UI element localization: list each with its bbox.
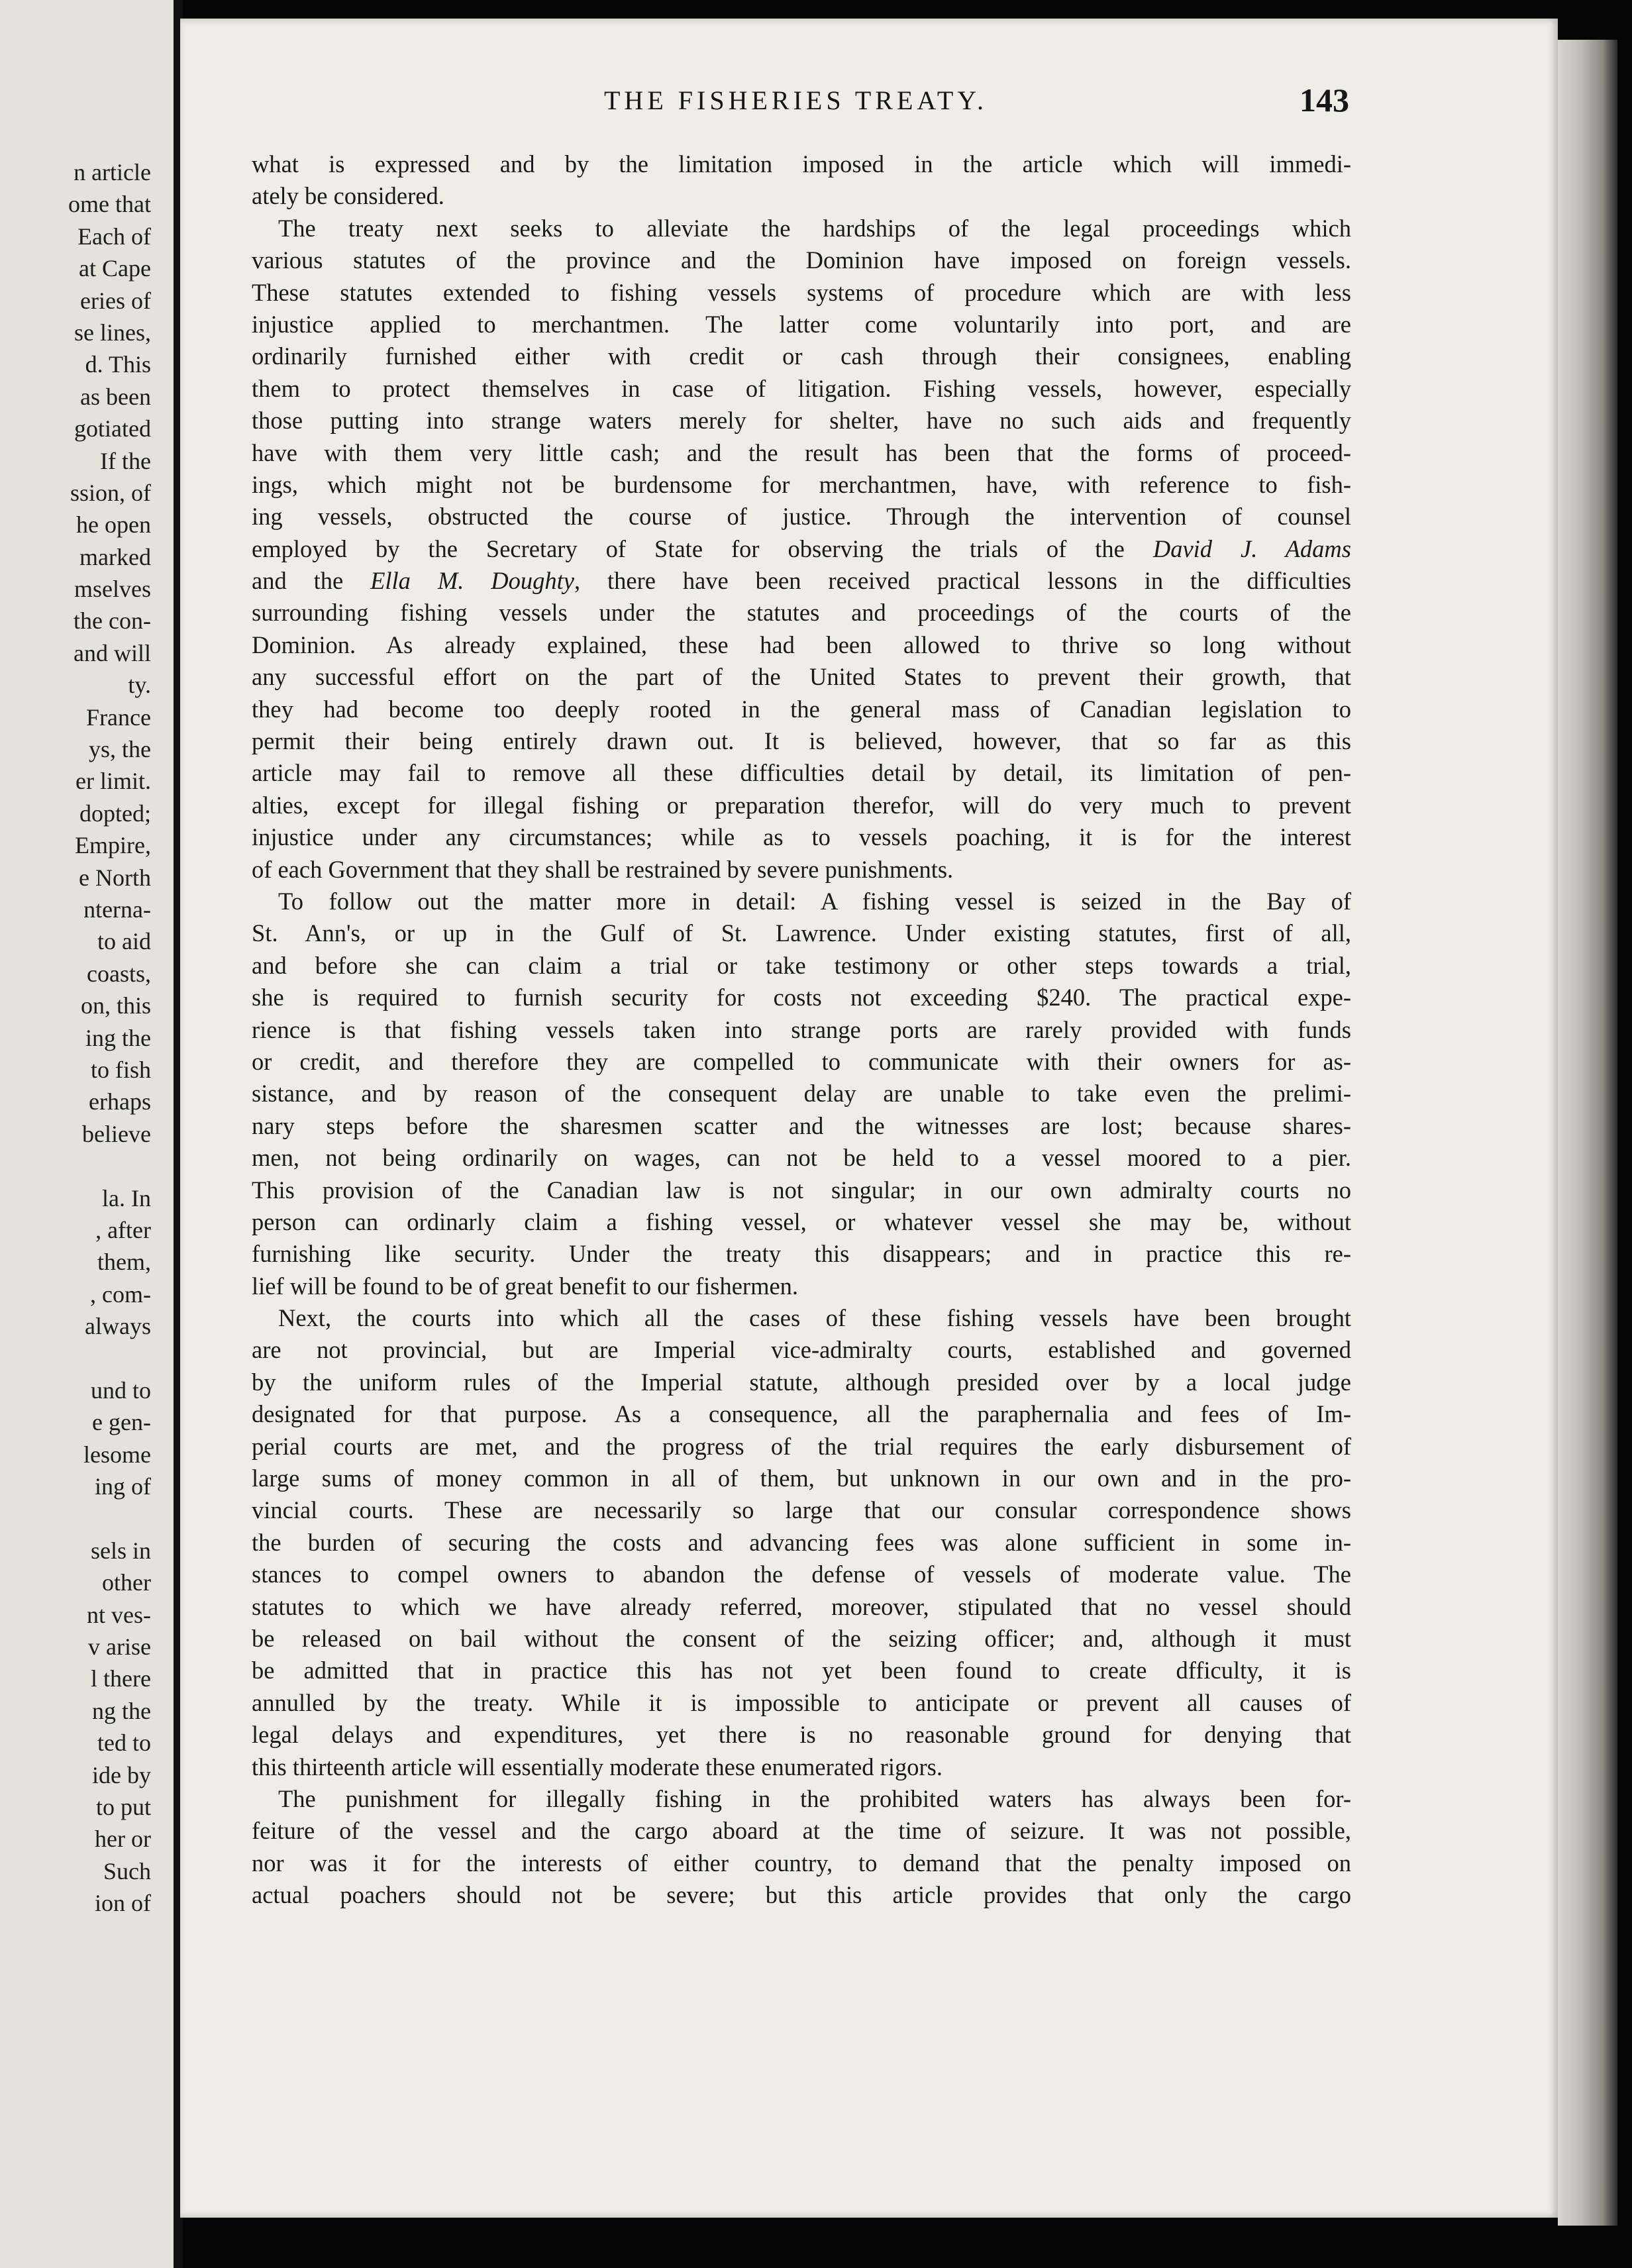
previous-page-line: ion of [95,1890,151,1917]
previous-page-line: eries of [80,287,151,314]
text-line: she is required to furnish security for costs not exceeding $240. The practical expe- [252,984,1351,1011]
text-line: perial courts are met, and the progress of the trial requires the early disbursement of [252,1432,1351,1460]
text-line: what is expressed and by the limitation imposed in the article which will immedi- [252,150,1351,178]
previous-page-line: and will [74,639,151,666]
text-line: vincial courts. These are necessarily so large that our consular correspondence shows [252,1496,1351,1524]
text-line: injustice under any circumstances; while as to vessels poaching, it is for the interest [252,823,1351,851]
previous-page-line: l there [91,1665,151,1692]
previous-page-line: v arise [88,1633,151,1660]
text-line: These statutes extended to fishing vessels systems of procedure which are with less [252,278,1351,306]
text-line: any successful effort on the part of the United States to prevent their growth, that [252,663,1351,691]
previous-page-line [0,1502,151,1534]
previous-page-line: Each of [77,223,151,250]
previous-page-line [0,1342,151,1374]
text-line: them to protect themselves in case of litigation. Fishing vessels, however, especially [252,374,1351,402]
text-line: by the uniform rules of the Imperial statute, although presided over by a local judge [252,1368,1351,1396]
text-line: actual poachers should not be severe; but this article provides that only the cargo [252,1881,1351,1909]
page-number: 143 [1300,81,1349,119]
text-line: employed by the Secretary of State for observing the trials of the David J. Adams [252,535,1351,562]
previous-page-line: always [85,1313,151,1340]
previous-page-line: ssion, of [70,479,151,506]
text-line: men, not being ordinarily on wages, can not be held to a vessel moored to a pier. [252,1144,1351,1172]
previous-page-line: believe [82,1120,151,1147]
previous-page-line: ty. [128,672,151,699]
text-line: furnishing like security. Under the treaty this disappears; and in practice this re- [252,1240,1351,1268]
text-line: alties, except for illegal fishing or preparation therefor, will do very much to prevent [252,791,1351,819]
previous-page-line: Empire, [75,832,151,859]
previous-page-line: ome that [68,191,151,218]
previous-page-line: them, [97,1249,151,1276]
text-line: be admitted that in practice this has not yet been found to create dfficulty, it is [252,1657,1351,1684]
text-line: nary steps before the sharesmen scatter and the witnesses are lost; because shares- [252,1111,1351,1139]
previous-page-fragment [0,0,183,2268]
text-line: Next, the courts into which all the cases of these fishing vessels have been brought [278,1304,1351,1332]
previous-page-line: ys, the [89,736,151,763]
previous-page-line: e North [79,864,151,891]
running-head [180,81,1359,125]
text-line: feiture of the vessel and the cargo aboard at the time of seizure. It was not possible, [252,1817,1351,1845]
previous-page-line: Such [103,1857,151,1884]
previous-page-line: ng the [92,1697,151,1724]
text-line: The punishment for illegally fishing in the prohibited waters has always been for- [278,1784,1351,1812]
text-line: injustice applied to merchantmen. The latter come voluntarily into port, and are [252,310,1351,338]
text-line: this thirteenth article will essentially moderate these enumerated rigors. [252,1753,943,1780]
previous-page-line: on, this [80,992,151,1019]
previous-page-line: coasts, [87,960,151,987]
previous-page-line: erhaps [89,1088,151,1115]
previous-page-line: d. This [85,351,151,378]
text-line: legal delays and expenditures, yet there is no reasonable ground for denying that [252,1721,1351,1749]
text-line: large sums of money common in all of them, but unknown in our own and in the pro- [252,1465,1351,1492]
text-line: and the Ella M. Doughty, there have been received practical lessons in the difficulties [252,567,1352,595]
previous-page-line: dopted; [79,799,151,827]
previous-page-line [0,1150,151,1182]
page-stack-edge [1558,40,1617,2226]
previous-page-line: sels in [90,1537,151,1564]
previous-page-line: mselves [74,576,151,603]
previous-page-line: her or [95,1826,151,1853]
previous-page-line: , after [95,1216,151,1243]
text-line: and before she can claim a trial or take testimony or other steps towards a trial, [252,951,1351,979]
text-line: ordinarily furnished either with credit or cash through their consignees, enabling [252,342,1351,370]
text-line: permit their being entirely drawn out. It is believed, however, that so far as this [252,727,1351,755]
previous-page-line: to aid [97,928,151,955]
text-line: ings, which might not be burdensome for merchantmen, have, with reference to fish- [252,470,1351,498]
previous-page-line: e gen- [92,1409,151,1436]
previous-page-line: marked [79,543,151,570]
previous-page-line: und to [90,1376,151,1404]
text-line: are not provincial, but are Imperial vice-admiralty courts, established and governed [252,1336,1351,1364]
text-line: The treaty next seeks to alleviate the hardships of the legal proceedings which [278,214,1351,242]
previous-page-line: ide by [92,1761,151,1788]
text-line: of each Government that they shall be restrained by severe punishments. [252,855,954,883]
previous-page-line: la. In [102,1184,151,1211]
previous-page-line: as been [80,383,151,410]
previous-page-line: other [102,1569,151,1596]
text-line: article may fail to remove all these difficulties detail by detail, its limitation of pen- [252,759,1351,787]
previous-page-line: er limit. [76,768,151,795]
text-line: they had become too deeply rooted in the general mass of Canadian legislation to [252,695,1351,723]
text-line: sistance, and by reason of the consequent delay are unable to take even the prelimi- [252,1080,1351,1108]
previous-page-line: lesome [83,1441,151,1468]
text-line: To follow out the matter more in detail: A fishing vessel is seized in the Bay of [278,887,1351,915]
text-line: be released on bail without the consent of the seizing officer; and, although it must [252,1624,1351,1652]
text-line: St. Ann's, or up in the Gulf of St. Lawrence. Under existing statutes, first of all, [252,919,1351,947]
text-line: various statutes of the province and the Dominion have imposed on foreign vessels. [252,246,1351,274]
text-line: ately be considered. [252,182,444,210]
text-line: This provision of the Canadian law is not singular; in our own admiralty courts no [252,1176,1351,1204]
text-line: Dominion. As already explained, these had been allowed to thrive so long without [252,631,1351,658]
previous-page-line: If the [100,447,151,474]
text-line: nor was it for the interests of either country, to demand that the penalty imposed on [252,1849,1351,1877]
text-line: ing vessels, obstructed the course of justice. Through the intervention of counsel [252,503,1351,531]
previous-page-line: se lines, [74,319,151,346]
running-title: THE FISHERIES TREATY. [604,85,988,115]
previous-page-line: , com- [90,1280,151,1308]
previous-page-text-column [0,156,151,1919]
previous-page-line: to put [95,1793,151,1820]
previous-page-line: n article [74,159,151,185]
previous-page-line: he open [76,511,151,539]
previous-page-line: at Cape [79,255,151,282]
previous-page-line: the con- [74,607,151,635]
text-line: surrounding fishing vessels under the statutes and proceedings of the courts of the [252,599,1351,627]
previous-page-line: ted to [97,1729,151,1757]
previous-page-line: nt ves- [87,1601,151,1628]
text-line: rience is that fishing vessels taken into strange ports are rarely provided with funds [252,1015,1351,1043]
previous-page-line: gotiated [74,415,151,442]
previous-page-line: France [86,703,151,731]
text-line: the burden of securing the costs and advancing fees was alone sufficient in some in- [252,1528,1351,1556]
previous-page-line: to fish [90,1056,151,1083]
text-line: designated for that purpose. As a consequence, all the paraphernalia and fees of Im- [252,1400,1351,1428]
previous-page-line: ing the [85,1024,151,1051]
text-line: person can ordinarly claim a fishing vessel, or whatever vessel she may be, without [252,1208,1351,1235]
body-text [252,148,1351,1911]
text-line: those putting into strange waters merely for shelter, have no such aids and frequently [252,407,1351,435]
text-line: annulled by the treaty. While it is impossible to anticipate or prevent all causes of [252,1688,1351,1716]
text-line: stances to compel owners to abandon the defense of vessels of moderate value. The [252,1561,1351,1588]
previous-page-line: ing of [95,1473,151,1500]
text-line: or credit, and therefore they are compelled to communicate with their owners for as- [252,1047,1351,1075]
text-line: statutes to which we have already referred, moreover, stipulated that no vessel should [252,1592,1351,1620]
text-line: have with them very little cash; and the result has been that the forms of proceed- [252,438,1351,466]
previous-page-line: nterna- [83,896,151,923]
text-line: lief will be found to be of great benefit to our fishermen. [252,1272,799,1300]
